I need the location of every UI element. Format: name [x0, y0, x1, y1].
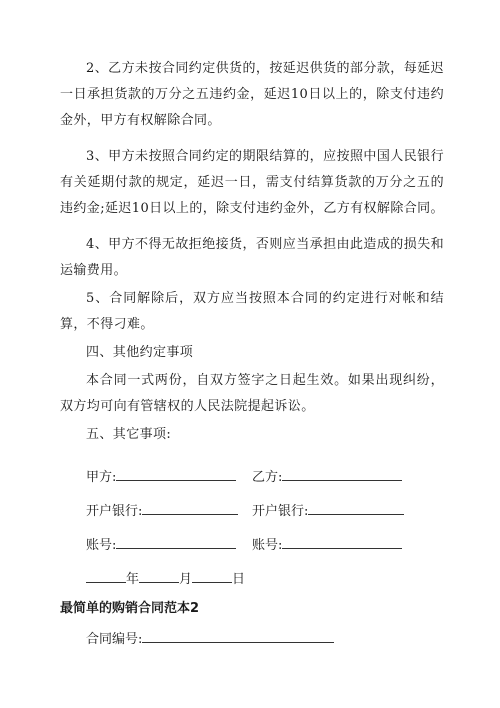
clause-5: 5、合同解除后，双方应当按照本合同的约定进行对帐和结算，不得刁难。	[60, 291, 444, 332]
account-b-field	[252, 532, 402, 559]
account-row	[86, 532, 426, 558]
year-blank[interactable]	[86, 566, 126, 583]
clause-2: 2、乙方未按合同约定供货的，按延迟供货的部分款，每延迟一日承担货款的万分之五违约金，延迟10日以上的，除支付违约金外，甲方有权解除合同。	[60, 61, 444, 128]
section-four-heading: 四、其他约定事项	[86, 345, 194, 360]
bank-a-field	[86, 498, 238, 525]
next-contract-title: 最简单的购销合同范本2	[60, 601, 200, 616]
month-blank[interactable]	[139, 566, 179, 583]
day-label: 日	[232, 572, 246, 587]
contract-no-row	[86, 626, 426, 652]
party-b-label: 乙方:	[252, 470, 283, 485]
contract-no-blank[interactable]	[142, 626, 334, 643]
clause-4: 4、甲方不得无故拒绝接货，否则应当承担由此造成的损失和运输费用。	[60, 237, 444, 278]
party-a-field	[86, 464, 236, 491]
party-a-label: 甲方:	[86, 470, 117, 485]
bank-a-blank[interactable]	[142, 498, 238, 515]
contract-no-field	[86, 626, 334, 653]
party-b-blank[interactable]	[282, 464, 402, 481]
account-b-blank[interactable]	[282, 532, 402, 549]
contract-no-label: 合同编号:	[86, 632, 143, 647]
bank-a-label: 开户银行:	[86, 504, 143, 519]
bank-b-blank[interactable]	[308, 498, 404, 515]
account-a-blank[interactable]	[116, 532, 236, 549]
account-b-label: 账号:	[252, 538, 283, 553]
bank-b-label: 开户银行:	[252, 504, 309, 519]
bank-row	[86, 498, 426, 524]
account-a-field	[86, 532, 236, 559]
party-b-field	[252, 464, 402, 491]
party-a-blank[interactable]	[116, 464, 236, 481]
bank-b-field	[252, 498, 404, 525]
day-blank[interactable]	[192, 566, 232, 583]
date-row	[86, 566, 426, 592]
clause-3: 3、甲方未按照合同约定的期限结算的，应按照中国人民银行有关延期付款的规定，延迟一日，需支付结算货款的万分之五的违约金;延迟10日以上的，除支付违约金外，乙方有权解除合同。	[60, 149, 444, 216]
date-field	[86, 566, 245, 593]
year-label: 年	[126, 572, 140, 587]
account-a-label: 账号:	[86, 538, 117, 553]
section-four-body: 本合同一式两份，自双方签字之日起生效。如果出现纠纷，双方均可向有管辖权的人民法院提起诉讼。	[60, 373, 444, 414]
month-label: 月	[179, 572, 193, 587]
party-row	[86, 464, 426, 490]
section-five-heading: 五、其它事项:	[86, 427, 172, 442]
